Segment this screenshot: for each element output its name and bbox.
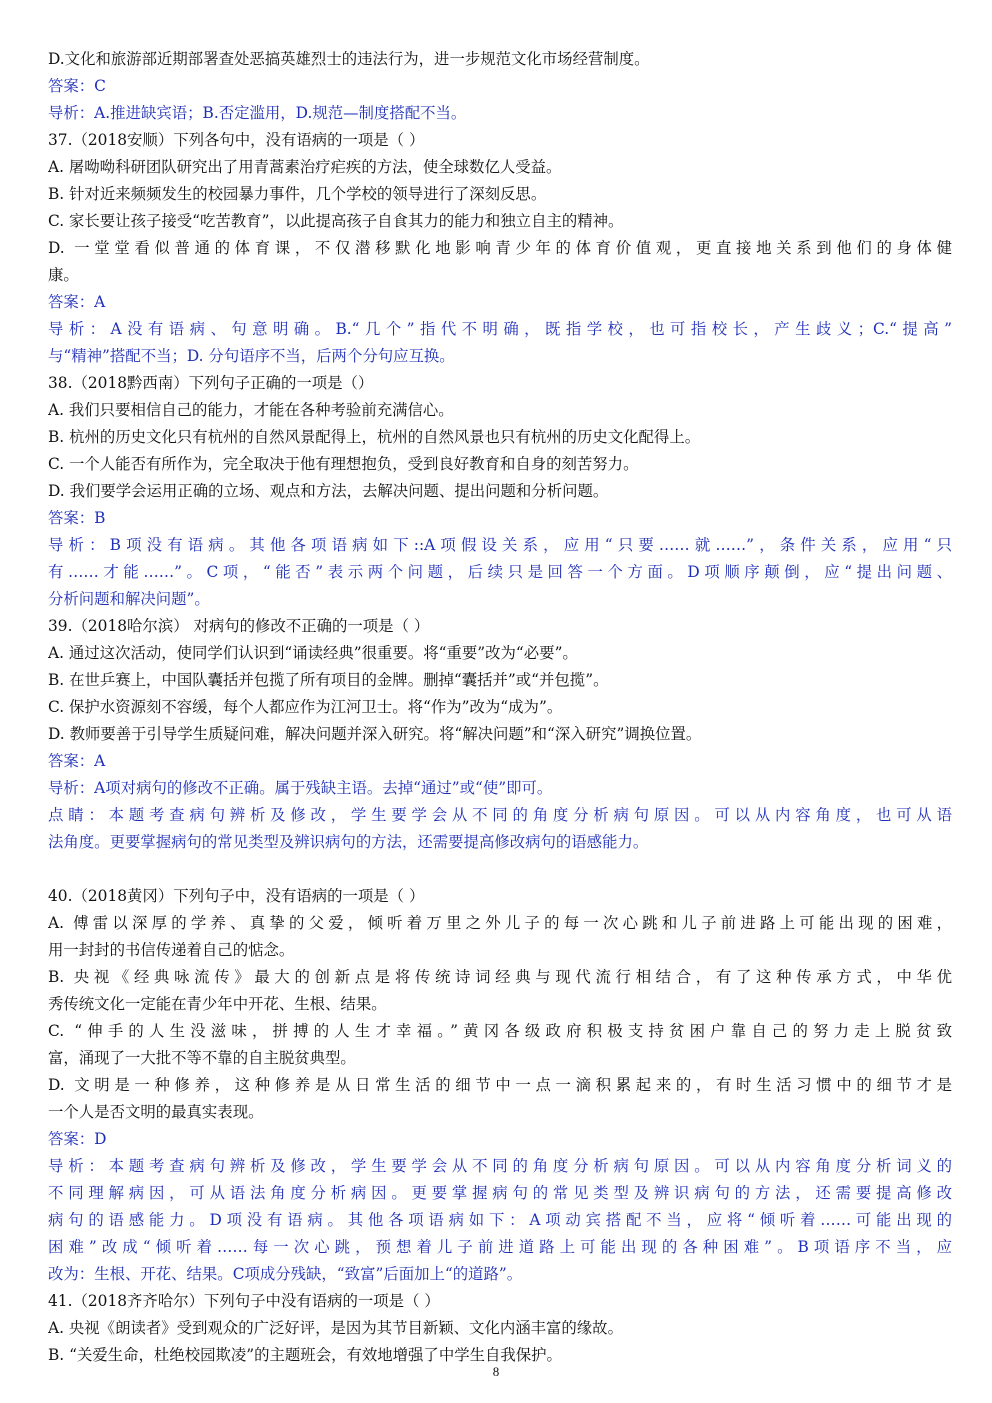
question-37-option-d-cont: 康。 (48, 266, 79, 284)
question-40-option-d: D. 文明是一种修养，这种修养是从日常生活的细节中一点一滴积累起来的，有时生活习惯中的细节才是 (48, 1076, 952, 1094)
question-38-option-a: A. 我们只要相信自己的能力，才能在各种考验前充满信心。 (48, 401, 454, 419)
question-39-option-c: C. 保护水资源刻不容缓，每个人都应作为江河卫士。将“作为”改为“成为”。 (48, 698, 563, 716)
question-38-answer: 答案：B (48, 509, 106, 527)
question-40-option-a: A. 傅雷以深厚的学养、真挚的父爱，倾听着万里之外儿子的每一次心跳和儿子前进路上可能出现的困难， (48, 914, 952, 932)
question-39-note: 点睛：本题考查病句辨析及修改，学生要学会从不同的角度分析病句原因。可以从内容角度，也可从语 (48, 806, 952, 824)
question-37-stem: 37.（2018安顺）下列各句中，没有语病的一项是（ ） (48, 131, 425, 149)
question-37-explanation-cont: 与“精神”搭配不当；D. 分句语序不当，后两个分句应互换。 (48, 347, 455, 365)
question-37-answer: 答案：A (48, 293, 106, 311)
question-40-stem: 40.（2018黄冈）下列句子中，没有语病的一项是（ ） (48, 887, 425, 905)
question-40-explanation-2: 不同理解病因，可从语法角度分析病因。更要掌握病句的常见类型及辨识病句的方法，还需要提高修改 (48, 1184, 952, 1202)
question-37-option-a: A. 屠呦呦科研团队研究出了用青蒿素治疗疟疾的方法，使全球数亿人受益。 (48, 158, 562, 176)
question-39-answer: 答案：A (48, 752, 106, 770)
question-39-option-d: D. 教师要善于引导学生质疑问难，解决问题并深入研究。将“解决问题”和“深入研究”调换位置。 (48, 725, 702, 743)
question-40-option-c-cont: 富，涌现了一大批不等不靠的自主脱贫典型。 (48, 1049, 356, 1067)
question-38-option-c: C. 一个人能否有所作为，完全取决于他有理想抱负，受到良好教育和自身的刻苦努力。 (48, 455, 639, 473)
question-37-option-c: C. 家长要让孩子接受“吃苦教育”，以此提高孩子自食其力的能力和独立自主的精神。 (48, 212, 624, 230)
explanation-line: 导析：A.推进缺宾语；B.否定滥用，D.规范—制度搭配不当。 (48, 104, 467, 122)
question-40-option-d-cont: 一个人是否文明的最真实表现。 (48, 1103, 264, 1121)
question-38-option-b: B. 杭州的历史文化只有杭州的自然风景配得上，杭州的自然风景也只有杭州的历史文化配得上。 (48, 428, 701, 446)
question-39-note-cont: 法角度。更要掌握病句的常见类型及辨识病句的方法，还需要提高修改病句的语感能力。 (48, 833, 649, 851)
question-39-stem: 39.（2018哈尔滨） 对病句的修改不正确的一项是（ ） (48, 617, 430, 635)
question-41-option-b: B. “关爱生命，杜绝校园欺凌”的主题班会，有效地增强了中学生自我保护。 (48, 1346, 562, 1364)
question-40-option-b: B. 央视《经典咏流传》最大的创新点是将传统诗词经典与现代流行相结合，有了这种传承方式，中华优 (48, 968, 952, 986)
page-number: 8 (492, 1364, 500, 1379)
question-40-explanation-3: 病句的语感能力。D项没有语病。其他各项语病如下：A项动宾搭配不当，应将“倾听着……可能出现的 (48, 1211, 952, 1229)
question-39-option-b: B. 在世乒赛上，中国队囊括并包揽了所有项目的金牌。删掉“囊括并”或“并包揽”。 (48, 671, 609, 689)
question-37-option-b: B. 针对近来频频发生的校园暴力事件，几个学校的领导进行了深刻反思。 (48, 185, 547, 203)
question-37-option-d: D. 一堂堂看似普通的体育课，不仅潜移默化地影响青少年的体育价值观，更直接地关系到他们的身体健 (48, 239, 952, 257)
question-38-option-d: D. 我们要学会运用正确的立场、观点和方法，去解决问题、提出问题和分析问题。 (48, 482, 609, 500)
question-40-explanation-5: 改为：生根、开花、结果。C项成分残缺，“致富”后面加上“的道路”。 (48, 1265, 523, 1283)
question-38-explanation: 导析：B项没有语病。其他各项语病如下::A项假设关系，应用“只要……就……”，条件关系，应用“只 (48, 536, 952, 554)
question-39-explanation: 导析：A项对病句的修改不正确。属于残缺主语。去掉“通过”或“使”即可。 (48, 779, 553, 797)
question-40-answer: 答案：D (48, 1130, 107, 1148)
question-38-explanation-end: 分析问题和解决问题”。 (48, 590, 210, 608)
option-d-line: D.文化和旅游部近期部署查处恶搞英雄烈士的违法行为，进一步规范文化市场经营制度。 (48, 50, 650, 68)
question-37-explanation: 导析：A没有语病、句意明确。B.“几个”指代不明确，既指学校，也可指校长，产生歧义；C.“提高” (48, 320, 952, 338)
answer-line: 答案：C (48, 77, 106, 95)
question-40-option-c: C. “伸手的人生没滋味，拼搏的人生才幸福。”黄冈各级政府积极支持贫困户靠自己的努力走上脱贫致 (48, 1022, 952, 1040)
question-41-option-a: A. 央视《朗读者》受到观众的广泛好评，是因为其节目新颖、文化内涵丰富的缘故。 (48, 1319, 623, 1337)
question-39-option-a: A. 通过这次活动，使同学们认识到“诵读经典”很重要。将“重要”改为“必要”。 (48, 644, 578, 662)
question-38-stem: 38.（2018黔西南）下列句子正确的一项是（） (48, 374, 374, 392)
question-40-explanation: 导析：本题考查病句辨析及修改，学生要学会从不同的角度分析病句原因。可以从内容角度分析词义的 (48, 1157, 952, 1175)
question-38-explanation-cont: 有……才能……”。C项，“能否”表示两个问题，后续只是回答一个方面。D项顺序颠倒，应“提出问题、 (48, 563, 952, 581)
question-40-option-b-cont: 秀传统文化一定能在青少年中开花、生根、结果。 (48, 995, 387, 1013)
question-40-explanation-4: 困难”改成“倾听着……每一次心跳，预想着儿子前进道路上可能出现的各种困难”。B项语序不当，应 (48, 1238, 952, 1256)
question-40-option-a-cont: 用一封封的书信传递着自己的惦念。 (48, 941, 295, 959)
question-41-stem: 41.（2018齐齐哈尔）下列句子中没有语病的一项是（ ） (48, 1292, 440, 1310)
